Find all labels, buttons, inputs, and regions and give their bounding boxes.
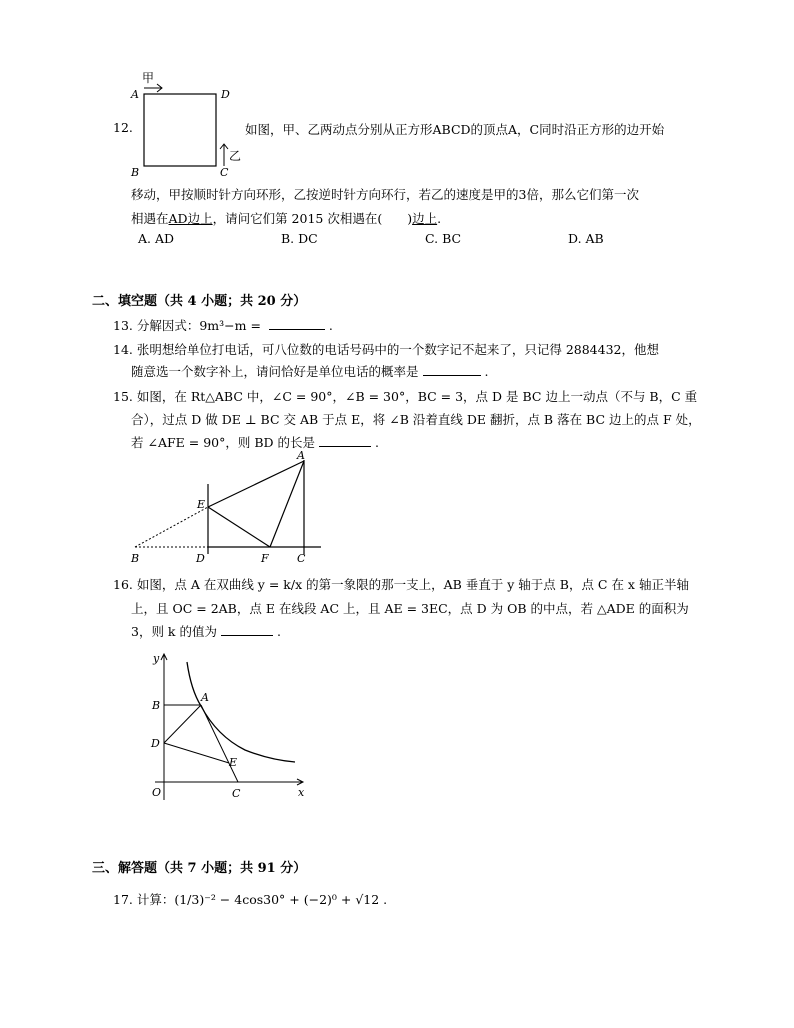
section2-title: 二、填空题（共 4 小题；共 20 分） <box>92 294 307 309</box>
q12-option-a[interactable]: A. AD <box>138 231 175 246</box>
vertex-A: A <box>131 88 139 101</box>
q12-line1: 如图，甲、乙两动点分别从正方形ABCD的顶点A，C同时沿正方形的边开始 <box>245 122 665 137</box>
q12-line3d: 边上 <box>412 211 438 226</box>
q13 <box>113 316 333 334</box>
segment-EF <box>208 507 270 547</box>
label-B: B <box>131 552 140 565</box>
q14-answer-blank[interactable] <box>423 363 481 376</box>
q12-line3 <box>131 209 441 227</box>
label-y: y <box>153 652 160 665</box>
vertex-D: D <box>221 88 230 101</box>
q15-end: . <box>374 435 379 450</box>
hyperbola-curve <box>187 662 295 762</box>
q16-line2: 上，且 OC = 2AB，点 E 在线段 AC 上，且 AE = 3EC，点 D 为 OB 的中点，若 △ADE 的面积为 <box>131 601 689 616</box>
q14-line1: 14. 张明想给单位打电话，可八位数的电话号码中的一个数字记不起来了，只记得 2884432，他想 <box>113 342 659 357</box>
q16-line1: 16. 如图，点 A 在双曲线 y = k/x 的第一象限的那一支上，AB 垂直于 y 轴于点 B，点 C 在 x 轴正半轴 <box>113 577 689 592</box>
q16-line3 <box>131 622 281 640</box>
q14-line2 <box>131 362 488 380</box>
q12-number: 12. <box>113 120 133 135</box>
label-yi: 乙 <box>229 149 242 163</box>
q13-end: . <box>328 318 333 333</box>
q15-triangle-figure <box>125 448 325 570</box>
section3-title: 三、解答题（共 7 小题；共 91 分） <box>92 861 307 876</box>
q16-end: . <box>276 624 281 639</box>
label-A: A <box>297 449 305 462</box>
label-jia: 甲 <box>142 71 155 85</box>
q12-line3a: 相遇在 <box>131 211 169 226</box>
q12-line3e: . <box>437 211 442 226</box>
q16-answer-blank[interactable] <box>221 623 273 636</box>
label-C: C <box>297 552 306 565</box>
label-B: B <box>152 699 161 712</box>
label-D: D <box>151 737 160 750</box>
q14-line2-text: 随意选一个数字补上，请问恰好是单位电话的概率是 <box>131 364 419 379</box>
q16-hyperbola-figure <box>145 650 310 805</box>
q14-end: . <box>484 364 489 379</box>
vertex-B: B <box>131 166 140 179</box>
segment-AC <box>201 705 238 782</box>
label-E: E <box>229 756 238 769</box>
label-C: C <box>232 787 241 800</box>
q15-answer-blank[interactable] <box>319 434 371 447</box>
q12-option-c[interactable]: C. BC <box>425 231 462 246</box>
q15-line3-text: 若 ∠AFE = 90°，则 BD 的长是 <box>131 435 316 450</box>
q15-line1: 15. 如图，在 Rt△ABC 中，∠C = 90°，∠B = 30°，BC = 3，点 D 是 BC 边上一动点（不与 B，C 重 <box>113 389 698 404</box>
square-abcd <box>144 94 216 166</box>
q15-line2: 合），过点 D 做 DE ⊥ BC 交 AB 于点 E，将 ∠B 沿着直线 DE 翻折，点 B 落在 BC 边上的点 F 处， <box>131 412 701 427</box>
label-E: E <box>197 498 206 511</box>
label-D: D <box>196 552 205 565</box>
segment-DE <box>164 743 229 763</box>
label-x: x <box>298 786 305 799</box>
segment-EA <box>208 461 304 507</box>
q12-line3b: AD边上 <box>168 211 213 226</box>
label-O: O <box>152 786 162 799</box>
segment-BE-dotted <box>135 507 208 547</box>
q12-line2: 移动，甲按顺时针方向环形，乙按逆时针方向环行，若乙的速度是甲的3倍，那么它们第一次 <box>131 187 639 202</box>
q12-option-b[interactable]: B. DC <box>281 231 318 246</box>
q16-line3-text: 3，则 k 的值为 <box>131 624 217 639</box>
q12-line3c: ，请问它们第 2015 次相遇在( ) <box>212 211 413 226</box>
q12-option-d[interactable]: D. AB <box>568 231 604 246</box>
label-A: A <box>201 691 209 704</box>
label-F: F <box>261 552 269 565</box>
q13-text: 13. 分解因式：9m³−m = <box>113 318 261 333</box>
segment-FA <box>270 461 304 547</box>
segment-DA <box>164 705 201 743</box>
q17-text: 17. 计算：(1/3)⁻² − 4cos30° + (−2)⁰ + √12 . <box>113 892 388 907</box>
vertex-C: C <box>220 166 229 179</box>
q12-square-figure <box>128 68 258 180</box>
q13-answer-blank[interactable] <box>269 317 325 330</box>
